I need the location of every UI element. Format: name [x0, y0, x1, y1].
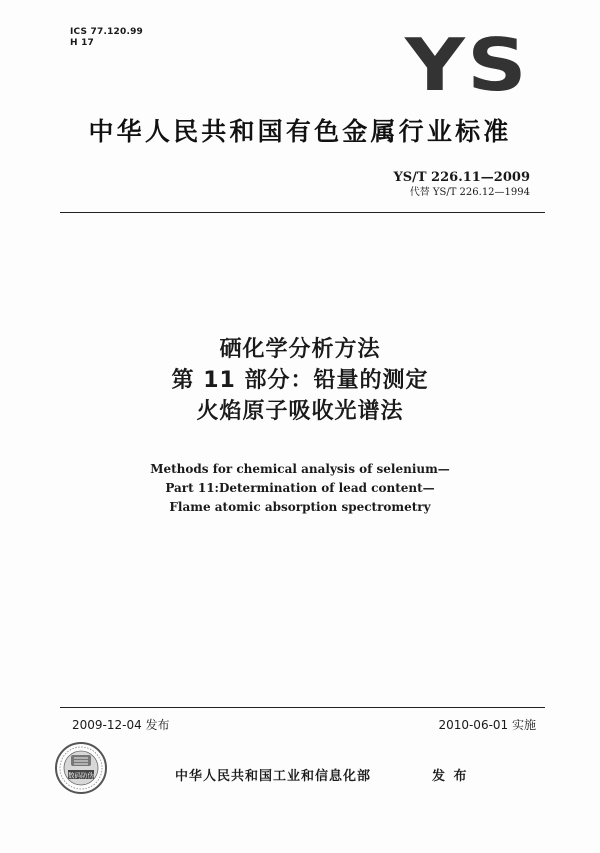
chinese-title-line-3: 火焰原子吸收光谱法	[196, 399, 404, 424]
chinese-title-line-1: 硒化学分析方法	[219, 337, 381, 362]
ccs-code: H 17	[70, 38, 94, 48]
classification-codes	[70, 27, 143, 49]
english-title-line-1: Methods for chemical analysis of selenium—	[150, 462, 450, 476]
top-divider	[60, 212, 545, 213]
english-title-line-2: Part 11:Determination of lead content—	[165, 481, 435, 495]
english-title	[0, 460, 600, 517]
implementation-date: 2010-06-01 实施	[438, 718, 536, 732]
chinese-title-line-2: 第 11 部分：铅量的测定	[171, 368, 429, 393]
replaced-standard: 代替 YS/T 226.12—1994	[409, 187, 530, 198]
chinese-title	[0, 334, 600, 427]
anti-counterfeit-seal-icon	[54, 741, 108, 795]
publisher-name: 中华人民共和国工业和信息化部	[175, 769, 372, 784]
ics-code: ICS 77.120.99	[70, 27, 144, 37]
standard-category-title: 中华人民共和国有色金属行业标准	[88, 117, 512, 146]
bottom-divider	[60, 707, 545, 708]
seal-text: 数码防伪	[68, 771, 94, 780]
issue-date: 2009-12-04 发布	[72, 718, 170, 732]
publish-label: 发 布	[432, 769, 469, 784]
ys-logo-text: YS	[404, 33, 529, 95]
ys-logo	[404, 33, 530, 95]
standard-code: YS/T 226.11—2009	[393, 170, 530, 185]
english-title-line-3: Flame atomic absorption spectrometry	[169, 500, 431, 514]
standard-code-block	[393, 170, 530, 199]
